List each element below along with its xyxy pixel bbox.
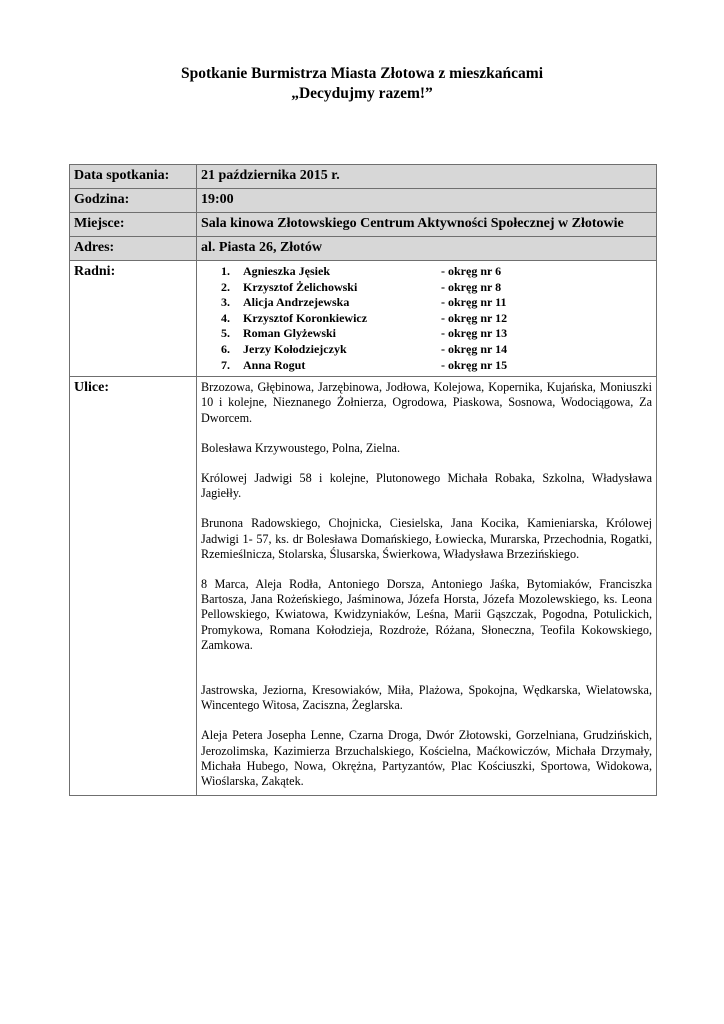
streets-group: Jastrowska, Jeziorna, Kresowiaków, Miła, Plażowa, Spokojna, Wędkarska, Wielatowska, Wincentego Witosa, Zaciszna, Żeglarska. <box>201 683 652 713</box>
councillor-number: 6. <box>221 341 230 356</box>
place-value: Sala kinowa Złotowskiego Centrum Aktywności Społecznej w Złotowie <box>197 213 657 237</box>
time-label: Godzina: <box>70 189 197 213</box>
councillor-district: - okręg nr 11 <box>441 295 507 310</box>
councillor-item <box>221 342 652 358</box>
streets-group: Brzozowa, Głębinowa, Jarzębinowa, Jodłowa, Kolejowa, Kopernika, Kujańska, Moniuszki 10 i kolejne, Nieznanego Żołnierza, Ogrodowa, Piaskowa, Sosnowa, Wodociągowa, Za Dworcem. <box>201 380 652 425</box>
title-line-2: „Decydujmy razem!” <box>291 85 433 102</box>
streets-group: Bolesława Krzywoustego, Polna, Zielna. <box>201 440 401 455</box>
councillor-number: 2. <box>221 279 230 294</box>
row-date <box>70 165 657 189</box>
streets-group: Aleja Petera Josepha Lenne, Czarna Droga, Dwór Złotowski, Gorzelniana, Grudzińskich, Jerozolimska, Kazimierza Brzuchalskiego, Kościelna, Maćkowiczów, Michała Drzymały, Michała Hubego, Nowa, Okrężna, Partyzantów, Plac Kościuszki, Sportowa, Widokowa, Wioślarska, Zakątek. <box>201 728 652 789</box>
councillor-number: 1. <box>221 264 230 278</box>
councillor-name: Agnieszka Jęsiek <box>243 264 330 278</box>
streets-cell <box>197 377 657 796</box>
councillors-cell <box>197 261 657 377</box>
councillor-number: 4. <box>221 310 230 325</box>
address-label: Adres: <box>70 237 197 261</box>
councillor-district: - okręg nr 13 <box>441 326 508 341</box>
councillor-name: Jerzy Kołodziejczyk <box>243 341 347 356</box>
councillor-item <box>221 311 652 327</box>
title-line-1: Spotkanie Burmistrza Miasta Złotowa z mieszkańcami <box>180 65 544 82</box>
councillor-name: Alicja Andrzejewska <box>243 295 350 310</box>
meeting-info-table <box>69 164 657 796</box>
streets-label: Ulice: <box>70 377 197 796</box>
row-time <box>70 189 657 213</box>
row-place <box>70 213 657 237</box>
councillor-name: Roman Glyżewski <box>243 326 336 341</box>
councillor-district: - okręg nr 8 <box>441 279 502 294</box>
address-value: al. Piasta 26, Złotów <box>197 237 657 261</box>
councillor-number: 5. <box>221 326 230 341</box>
councillor-district: - okręg nr 14 <box>441 341 508 356</box>
councillor-item <box>221 326 652 342</box>
streets-group: Królowej Jadwigi 58 i kolejne, Plutonowego Michała Robaka, Szkolna, Władysława Jagiełły. <box>201 470 652 501</box>
councillor-item <box>221 358 652 374</box>
councillor-district: - okręg nr 6 <box>441 264 502 278</box>
councillor-number: 7. <box>221 357 230 372</box>
councillor-name: Anna Rogut <box>243 357 306 372</box>
date-value: 21 października 2015 r. <box>197 165 657 189</box>
streets-group: 8 Marca, Aleja Rodła, Antoniego Dorsza, Antoniego Jaśka, Bytomiaków, Franciszka Bartosza, Jana Rożeńskiego, Jaśminowa, Józefa Horsta, Józefa Mozolewskiego, ks. Leona Pellowskiego, Kwiatowa, Kwidzyniaków, Leśna, Marii Gąszczak, Pogodna, Potulickich, Promykowa, Romana Kołodzieja, Rozdroże, Różana, Słoneczna, Teofila Kokowskiego, Zamkowa. <box>201 576 652 652</box>
councillor-district: - okręg nr 15 <box>441 357 508 372</box>
time-value: 19:00 <box>197 189 657 213</box>
row-address <box>70 237 657 261</box>
document-title <box>0 64 724 104</box>
streets-group: Brunona Radowskiego, Chojnicka, Ciesielska, Jana Kocika, Kamieniarska, Królowej Jadwigi 1- 57, ks. dr Bolesława Domańskiego, Łowiecka, Murarska, Przechodnia, Rogatki, Rzemieślnicza, Stolarska, Ślusarska, Świerkowa, Władysława Brzezińskiego. <box>201 516 652 561</box>
councillors-label: Radni: <box>70 261 197 377</box>
councillor-district: - okręg nr 12 <box>441 310 508 325</box>
councillor-name: Krzysztof Koronkiewicz <box>243 310 368 325</box>
councillor-item <box>221 295 652 311</box>
councillor-name: Krzysztof Żelichowski <box>243 279 358 294</box>
row-streets <box>70 377 657 796</box>
row-councillors <box>70 261 657 377</box>
place-label: Miejsce: <box>70 213 197 237</box>
councillors-list <box>221 264 652 373</box>
councillor-item <box>221 264 652 280</box>
councillor-item <box>221 280 652 296</box>
councillor-number: 3. <box>221 295 230 310</box>
date-label: Data spotkania: <box>70 165 197 189</box>
